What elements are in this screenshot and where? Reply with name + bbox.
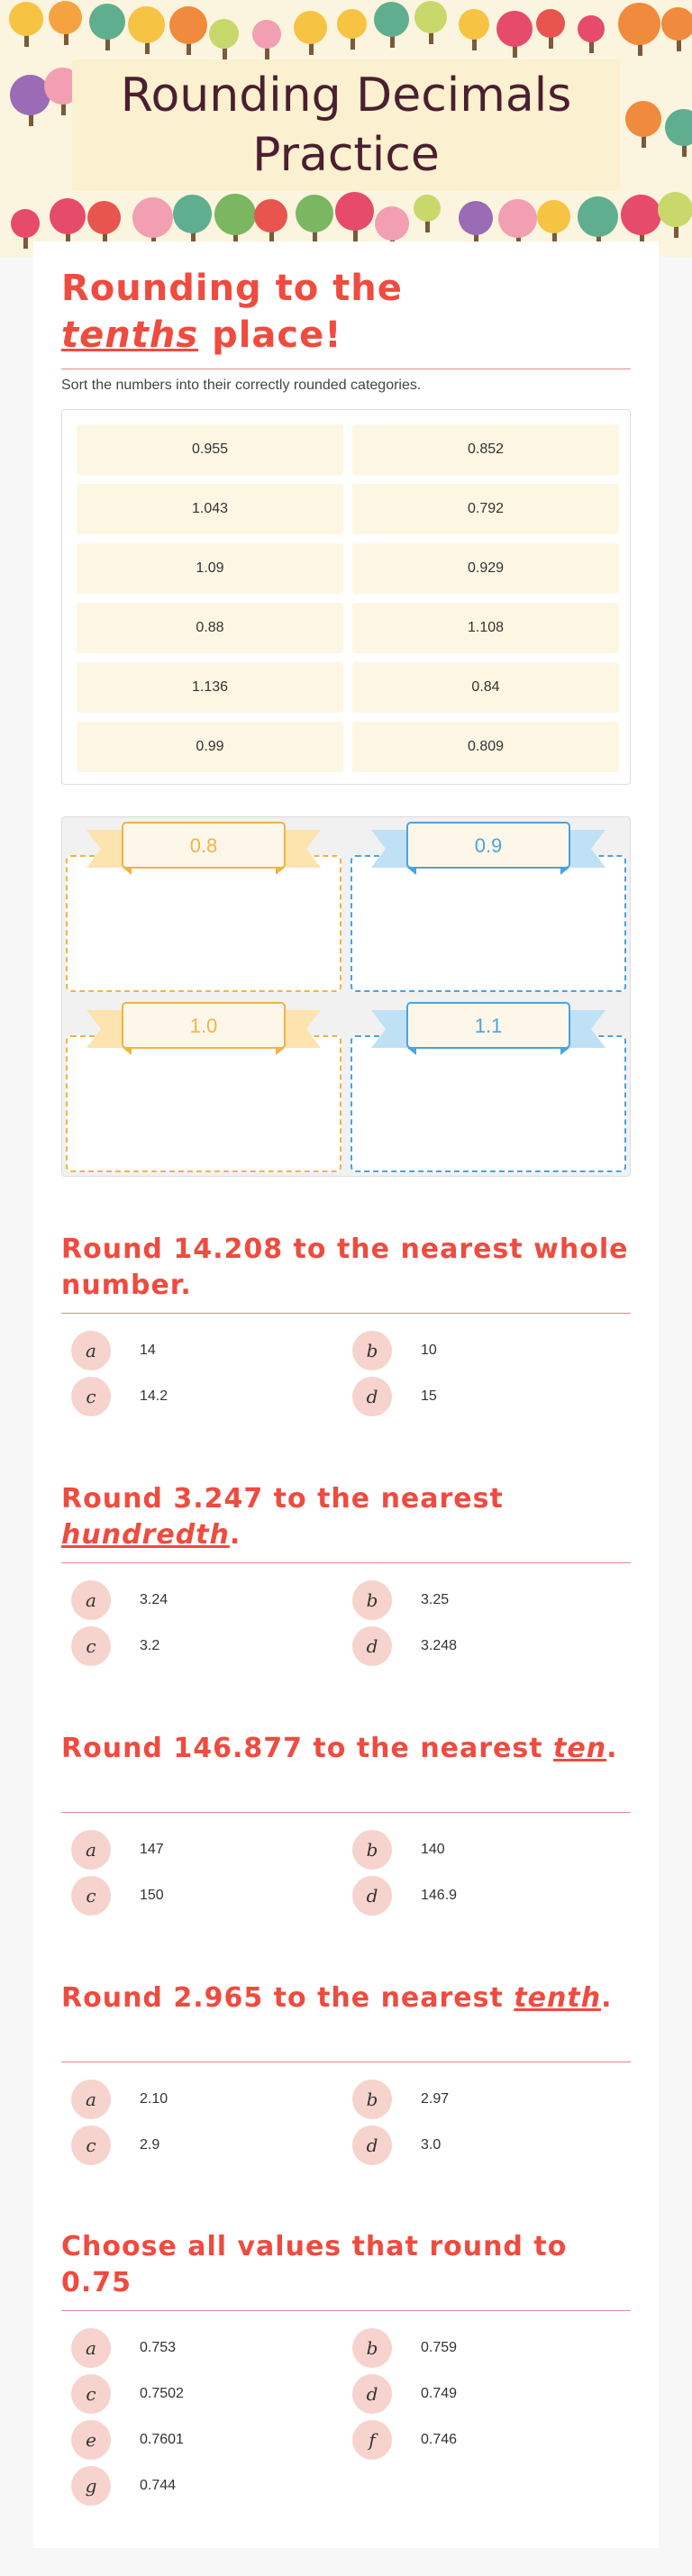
answer-option[interactable]	[352, 1876, 623, 1916]
answer-option[interactable]	[352, 2080, 623, 2119]
worksheet	[33, 241, 659, 2548]
answer-option[interactable]	[352, 2328, 623, 2368]
sort-heading-lead: Rounding to the	[61, 268, 403, 309]
decorative-trees-top	[0, 0, 692, 63]
number-bank	[61, 409, 631, 785]
option-letter: a	[71, 1580, 111, 1620]
option-value: 0.744	[140, 2478, 177, 2493]
option-letter: b	[352, 1331, 392, 1370]
header-banner	[0, 0, 692, 257]
number-chip[interactable]: 0.84	[352, 662, 619, 713]
category-label: 1.0	[189, 1015, 218, 1037]
question-prompt-text: Round 146.877 to the nearest	[61, 1733, 554, 1764]
answer-option[interactable]	[71, 2328, 341, 2368]
option-value: 14	[140, 1343, 156, 1358]
number-chip[interactable]: 1.09	[77, 543, 343, 594]
option-letter: d	[352, 1626, 392, 1666]
answer-option[interactable]	[352, 1580, 623, 1620]
question-prompt-text: Round 14.208 to the nearest whole number.	[61, 1233, 629, 1301]
option-letter: a	[71, 2080, 111, 2119]
page-title: Rounding Decimals Practice	[120, 68, 572, 182]
option-value: 2.97	[421, 2091, 450, 2107]
ribbon-icon	[86, 819, 321, 875]
option-value: 3.248	[421, 1638, 458, 1653]
question-prompt-tail: .	[601, 1982, 613, 2014]
question-prompt-tail: .	[606, 1733, 618, 1764]
question-prompt-tail: .	[229, 1519, 241, 1551]
option-value: 0.746	[421, 2432, 458, 2447]
category-board	[61, 816, 631, 1177]
answer-option[interactable]	[352, 1626, 623, 1666]
number-chip[interactable]: 0.792	[352, 484, 619, 534]
option-letter: d	[352, 1876, 392, 1916]
answer-option[interactable]	[71, 1876, 341, 1916]
option-letter: d	[352, 2374, 392, 2414]
option-letter: a	[71, 1830, 111, 1870]
answer-option[interactable]	[352, 2374, 623, 2414]
question-prompt-text: Round 3.247 to the nearest	[61, 1483, 504, 1515]
question-prompt	[61, 2229, 638, 2301]
answer-option[interactable]	[352, 1331, 623, 1370]
number-chip[interactable]: 0.929	[352, 543, 619, 594]
option-letter: c	[71, 2374, 111, 2414]
question-prompt	[61, 1481, 638, 1553]
number-chip[interactable]: 0.852	[352, 424, 619, 475]
option-value: 150	[140, 1888, 164, 1903]
title-card	[72, 59, 620, 191]
category-drop-zone[interactable]	[351, 855, 626, 992]
option-letter: c	[71, 1876, 111, 1916]
decorative-trees-left	[0, 63, 72, 191]
option-value: 0.7601	[140, 2432, 184, 2447]
answer-option[interactable]	[352, 1830, 623, 1870]
number-chip[interactable]: 1.108	[352, 603, 619, 653]
option-letter: f	[352, 2420, 392, 2460]
option-value: 3.2	[140, 1638, 160, 1653]
option-value: 140	[421, 1842, 445, 1857]
answer-option[interactable]	[71, 1377, 341, 1416]
option-value: 3.24	[140, 1592, 168, 1607]
sort-heading	[61, 265, 638, 359]
question-prompt-emphasis: tenth	[514, 1982, 602, 2014]
sort-heading-emphasis: tenths	[61, 314, 199, 356]
answer-option[interactable]	[71, 2374, 341, 2414]
answer-option[interactable]	[71, 2080, 341, 2119]
option-letter: c	[71, 1377, 111, 1416]
option-letter: b	[352, 1830, 392, 1870]
option-value: 3.0	[421, 2137, 442, 2153]
option-letter: c	[71, 1626, 111, 1666]
option-value: 0.753	[140, 2340, 177, 2355]
option-letter: d	[352, 2125, 392, 2165]
option-value: 147	[140, 1842, 164, 1857]
answer-option[interactable]	[352, 2420, 623, 2460]
ribbon-icon	[371, 819, 606, 875]
option-value: 0.7502	[140, 2386, 184, 2401]
category-label: 1.1	[474, 1015, 503, 1037]
category-label: 0.8	[189, 834, 218, 857]
option-value: 2.9	[140, 2137, 160, 2153]
category-drop-zone[interactable]	[351, 1035, 626, 1172]
option-letter: a	[71, 1331, 111, 1370]
option-letter: b	[352, 1580, 392, 1620]
option-letter: b	[352, 2328, 392, 2368]
option-letter: g	[71, 2466, 111, 2506]
sort-instructions: Sort the numbers into their correctly rounded categories.	[61, 378, 422, 393]
ribbon-icon	[371, 999, 606, 1055]
option-value: 14.2	[140, 1388, 168, 1404]
decorative-trees-right	[620, 63, 692, 191]
question-prompt	[61, 1232, 638, 1304]
divider	[61, 1812, 631, 1813]
question-prompt-text: Choose all values that round to 0.75	[61, 2231, 568, 2298]
category-label: 0.9	[474, 834, 503, 857]
question-prompt-emphasis: hundredth	[61, 1519, 230, 1551]
option-letter: d	[352, 1377, 392, 1416]
option-value: 0.749	[421, 2386, 458, 2401]
divider	[61, 1562, 631, 1563]
question-prompt	[61, 1731, 638, 1767]
answer-option[interactable]	[71, 2466, 341, 2506]
option-letter: a	[71, 2328, 111, 2368]
number-chip[interactable]: 1.136	[77, 662, 343, 713]
option-value: 146.9	[421, 1888, 458, 1903]
option-letter: b	[352, 2080, 392, 2119]
option-value: 3.25	[421, 1592, 450, 1607]
answer-option[interactable]	[71, 1331, 341, 1370]
option-letter: c	[71, 2125, 111, 2165]
number-chip[interactable]: 0.99	[77, 722, 343, 772]
option-value: 15	[421, 1388, 437, 1404]
answer-option[interactable]	[352, 2125, 623, 2165]
question-prompt-emphasis: ten	[553, 1733, 607, 1764]
question-prompt	[61, 1980, 638, 2016]
option-value: 2.10	[140, 2091, 168, 2107]
option-value: 10	[421, 1343, 437, 1358]
divider	[61, 2310, 631, 2311]
answer-option[interactable]	[71, 1626, 341, 1666]
number-chip[interactable]: 0.88	[77, 603, 343, 653]
divider	[61, 1313, 631, 1314]
sort-heading-tail: place!	[198, 314, 342, 356]
ribbon-icon	[86, 999, 321, 1055]
category-drop-zone[interactable]	[66, 855, 341, 992]
answer-option[interactable]	[71, 2125, 341, 2165]
option-value: 0.759	[421, 2340, 458, 2355]
option-letter: e	[71, 2420, 111, 2460]
number-chip[interactable]: 0.809	[352, 722, 619, 772]
category-drop-zone[interactable]	[66, 1035, 341, 1172]
answer-option[interactable]	[71, 1830, 341, 1870]
number-chip[interactable]: 0.955	[77, 424, 343, 475]
answer-option[interactable]	[352, 1377, 623, 1416]
question-prompt-text: Round 2.965 to the nearest	[61, 1982, 514, 2014]
answer-option[interactable]	[71, 1580, 341, 1620]
number-chip[interactable]: 1.043	[77, 484, 343, 534]
answer-option[interactable]	[71, 2420, 341, 2460]
